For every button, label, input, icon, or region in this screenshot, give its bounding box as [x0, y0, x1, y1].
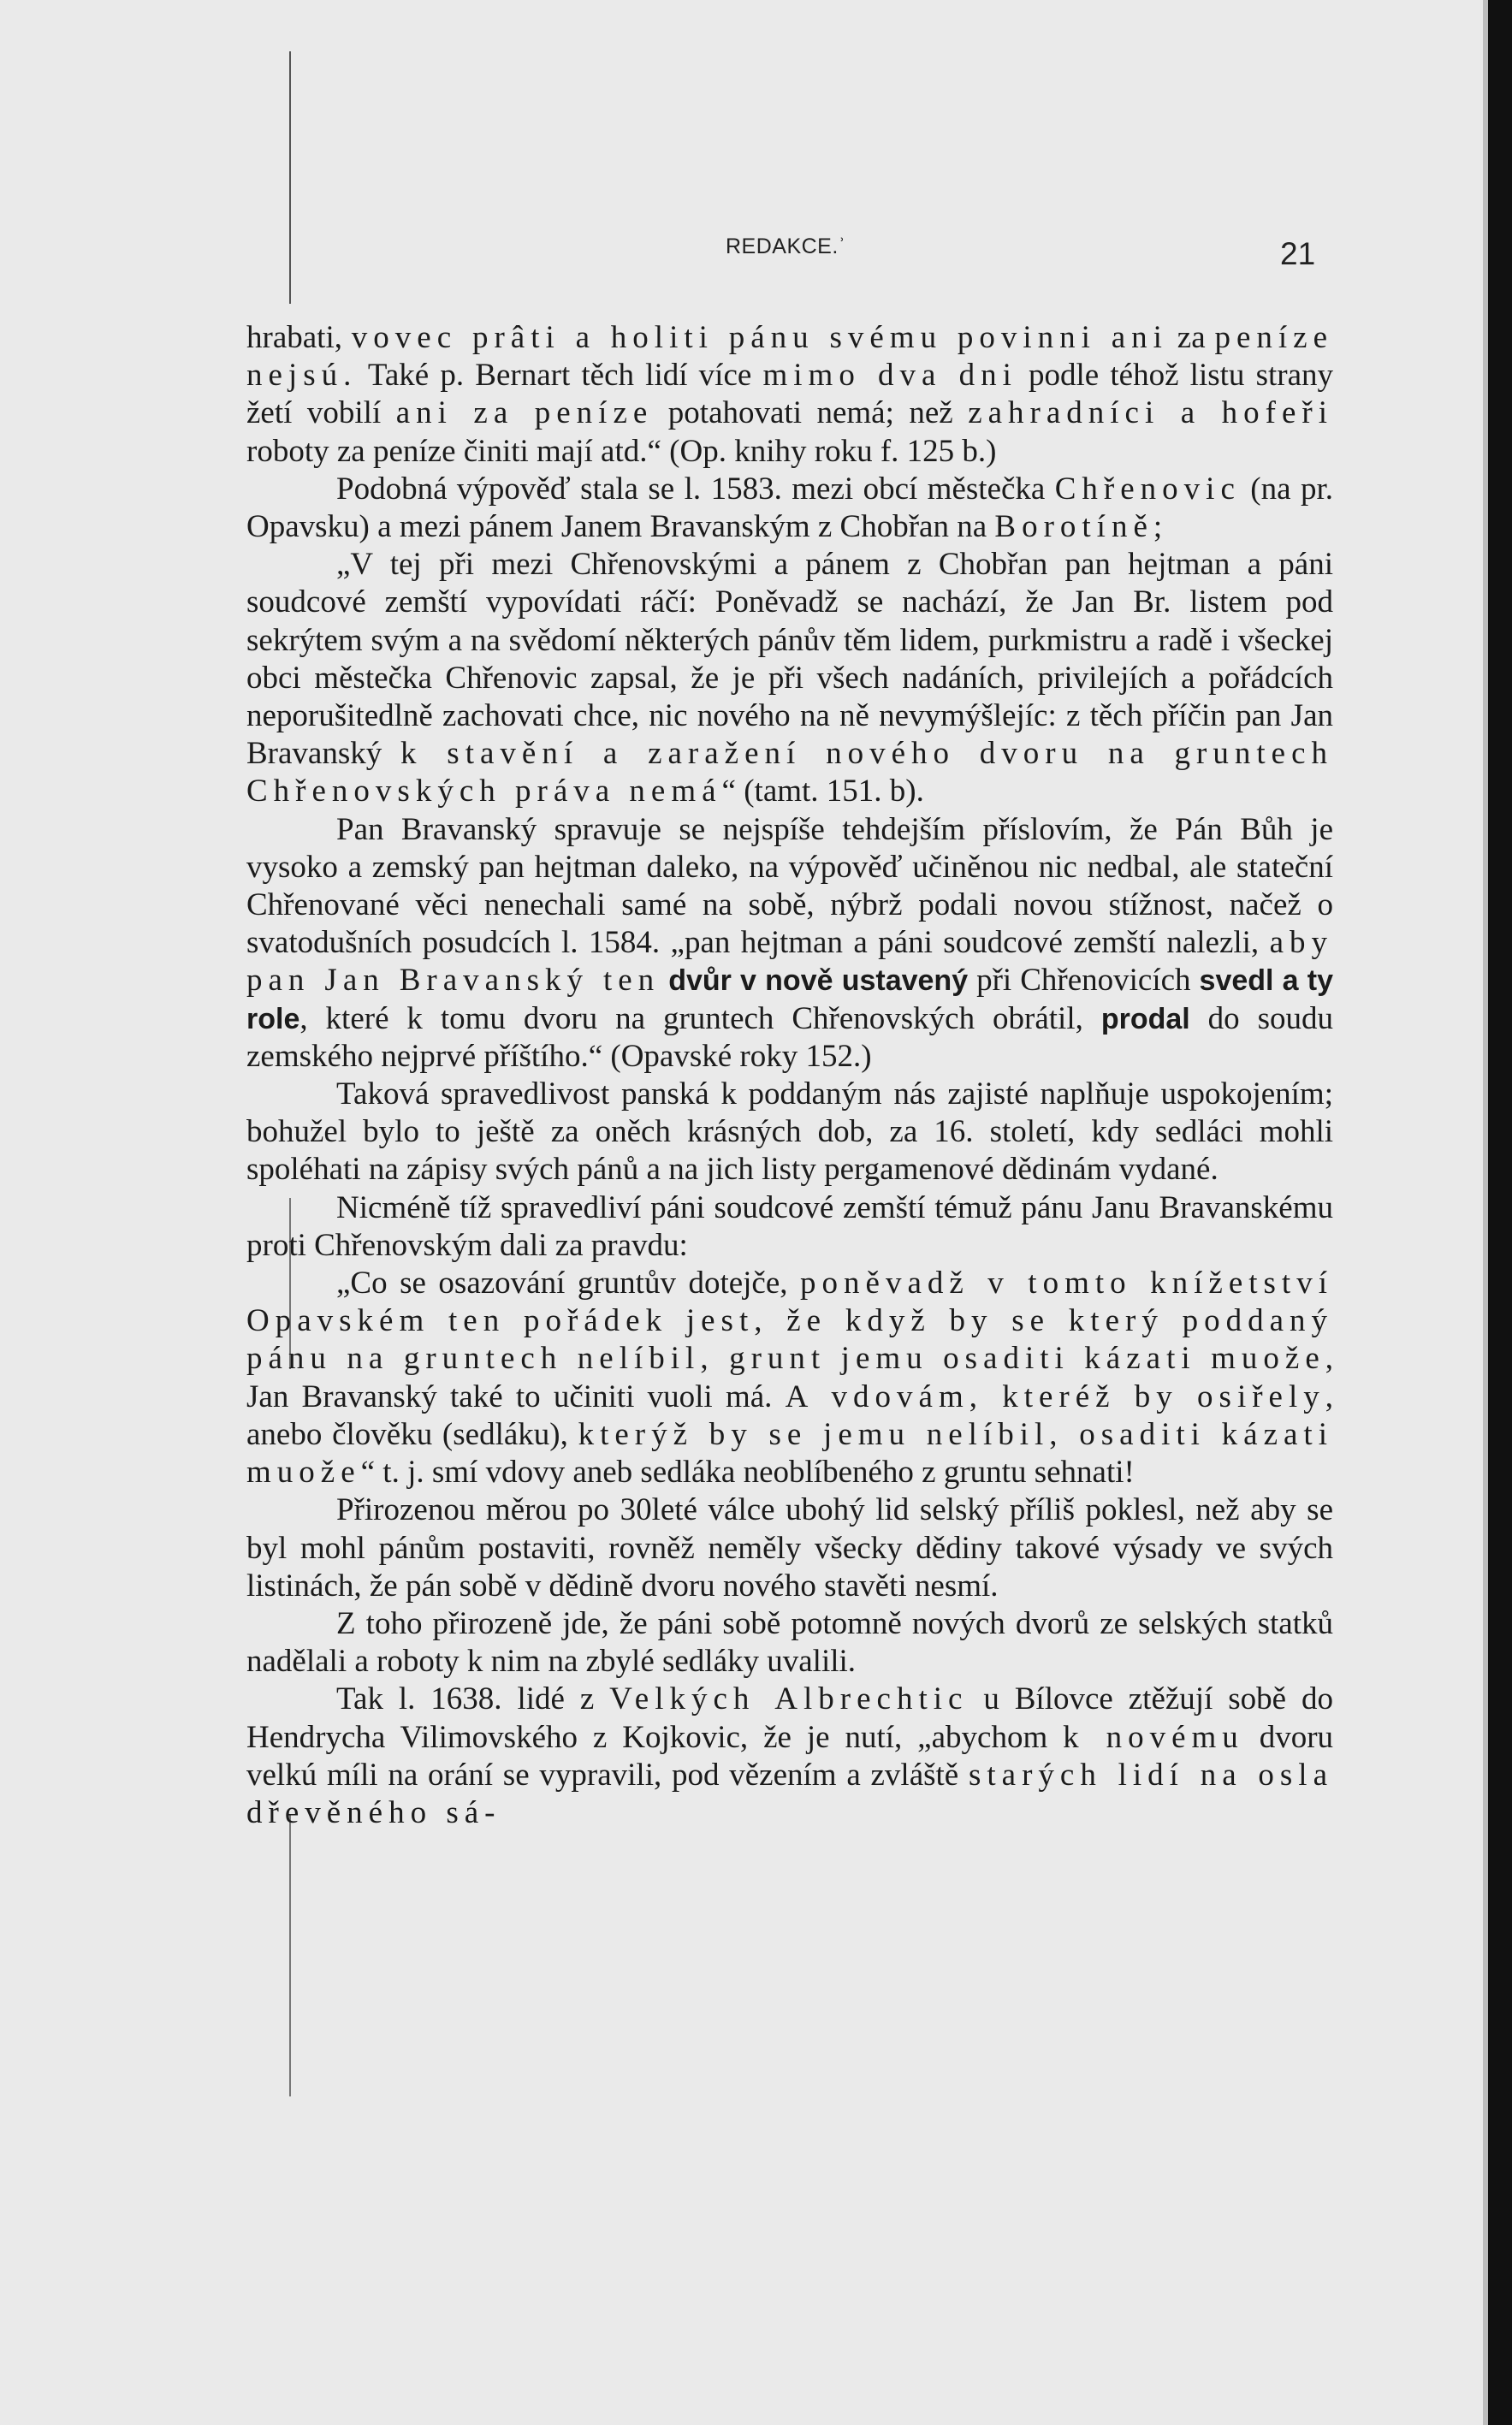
bold-text: prodal [1100, 1002, 1190, 1035]
text-run: Také p. Bernart těch lidí více [357, 358, 763, 394]
text-run: “ (tamt. 151. b). [721, 774, 924, 809]
text-run: potahovati nemá; než [653, 395, 969, 431]
spaced-text: peníze nejsú. [246, 320, 1333, 394]
spaced-text: Borotíně; [994, 509, 1169, 545]
running-head: REDAKCE.ʾ [726, 234, 846, 258]
spaced-text: k stavění a zaražení nového dvoru na gruntech Chřenovských práva nemá [246, 736, 1333, 809]
paragraph [246, 319, 1333, 471]
spaced-text: vovec prâti a holiti pánu svému povinni ani [351, 320, 1168, 355]
text-run: do soudu zemského nejprvé příštího.“ (Opavské roky 152.) [246, 1000, 1333, 1074]
text-run: , Jan Bravanský také to učiniti vuoli má. [246, 1341, 1333, 1414]
paragraph [246, 546, 1333, 810]
paragraph: Nicméně tíž spravedliví páni soudcové zemští témuž pánu Janu Bravanskému proti Chřenovským dali za pravdu: [246, 1189, 1333, 1263]
paragraph [246, 811, 1333, 1076]
paragraph: Taková spravedlivost panská k poddaným nás zajisté naplňuje uspokojením; bohužel bylo to ještě za oněch krásných dob, za 16. století, kdy sedláci mohli spoléhati na zápisy svých pánů a na jich listy pergamenové dědinám vydané. [246, 1076, 1333, 1188]
paragraph [246, 1265, 1333, 1491]
spaced-text: k novému [1063, 1719, 1244, 1755]
spaced-text: A vdovám, kteréž by osiřely [785, 1379, 1325, 1414]
text-run: podle téhož listu strany žetí vobilí [246, 358, 1333, 431]
paragraph [246, 471, 1333, 546]
text-run: „Co se osazování gruntův dotejče, [336, 1266, 801, 1301]
text-run: u Bílovce ztěžují sobě do Hendrycha Vilimovského z Kojkovic, že je nutí, „abychom [246, 1681, 1333, 1755]
text-run: “ t. j. smí vdovy aneb sedláka neoblíbeného z gruntu sehnati! [360, 1455, 1135, 1491]
text-run: (na pr. Opavsku) a mezi pánem Janem Bravanským z Chobřan na [246, 471, 1333, 545]
text-run: při Chřenovicích [968, 963, 1200, 999]
spaced-text: ani za peníze [395, 395, 654, 431]
bold-text: dvůr v nově ustavený [668, 964, 969, 998]
spaced-text: mimo dva dni [762, 358, 1017, 394]
spaced-text: starých lidí na osla dřevěného sá- [246, 1757, 1333, 1830]
spaced-text: kterýž by se jemu nelíbil, osaditi kázati muože [246, 1416, 1333, 1491]
spaced-text: Velkých Albrechtic [609, 1681, 969, 1717]
paragraph: Přirozenou měrou po 30leté válce ubohý lid selský příliš poklesl, než aby se byl mohl pánům postaviti, rovněž neměly všecky dědiny takové výsady ve svých listinách, že pán sobě v dědině dvoru nového stavěti nesmí. [246, 1492, 1333, 1604]
paragraph: Z toho přirozeně jde, že páni sobě potomně nových dvorů ze selských statků nadělali a roboty k nim na zbylé sedláky uvalili. [246, 1605, 1333, 1680]
spaced-text: aby pan Jan Bravanský ten [246, 925, 1333, 999]
text-run: Podobná výpověď stala se l. 1583. mezi obcí městečka [336, 471, 1055, 507]
bold-text: svedl a ty role [246, 964, 1333, 1035]
text-run: „V tej při mezi Chřenovskými a pánem z Chobřan pan hejtman a páni soudcové zemští vypovídati ráčí: Poněvadž se nachází, že Jan Br. listem pod sekrýtem svým a na svědomí některých pánův těm lidem, purkmistru a radě i všeckej obci městečka Chřenovic zapsal, že je při všech nadáních, privilejích a pořádcích neporušitedlně zachovati chce, nic nového na ně nevymýšlejíc: z těch příčin pan Jan Bravanský [246, 547, 1333, 772]
spaced-text: poněvadž v tomto knížetství Opavském ten pořádek jest, že když by se který poddaný pánu na gruntech nelíbil, grunt jemu osaditi kázati muože [246, 1266, 1333, 1377]
text-run: hrabati, [246, 320, 352, 355]
page-number: 21 [1280, 236, 1316, 271]
page-edge [1488, 0, 1512, 2425]
text-run: dvoru velkú míli na orání se vypravili, pod vězením a zvláště [246, 1719, 1334, 1793]
margin-mark [289, 51, 291, 304]
text-run: , anebo člověku (sedláku), [246, 1379, 1333, 1452]
text-run [660, 963, 668, 998]
margin-mark [289, 1814, 291, 2096]
text-run: , které k tomu dvoru na gruntech Chřenovských obrátil, [299, 1000, 1101, 1036]
text-run: za [1167, 320, 1215, 355]
text-run: roboty za peníze činiti mají atd.“ (Op. knihy roku f. 125 b.) [246, 433, 997, 469]
paragraph [246, 1681, 1333, 1832]
text-run: Pan Bravanský spravuje se nejspíše tehdejším příslovím, že Pán Bůh je vysoko a zemský pan hejtman daleko, na výpověď učiněnou nic nedbal, ale stateční Chřenované věci nenechali samé na sobě, nýbrž podali novou stížnost, načež o svatodušních posudcích l. 1584. „pan hejtman a páni soudcové zemští nalezli, [246, 811, 1333, 961]
spaced-text: Chřenovic [1054, 471, 1241, 507]
text-body [246, 319, 1333, 1832]
text-run: Tak l. 1638. lidé z [336, 1681, 610, 1717]
spaced-text: zahradníci a hofeři [968, 395, 1333, 431]
